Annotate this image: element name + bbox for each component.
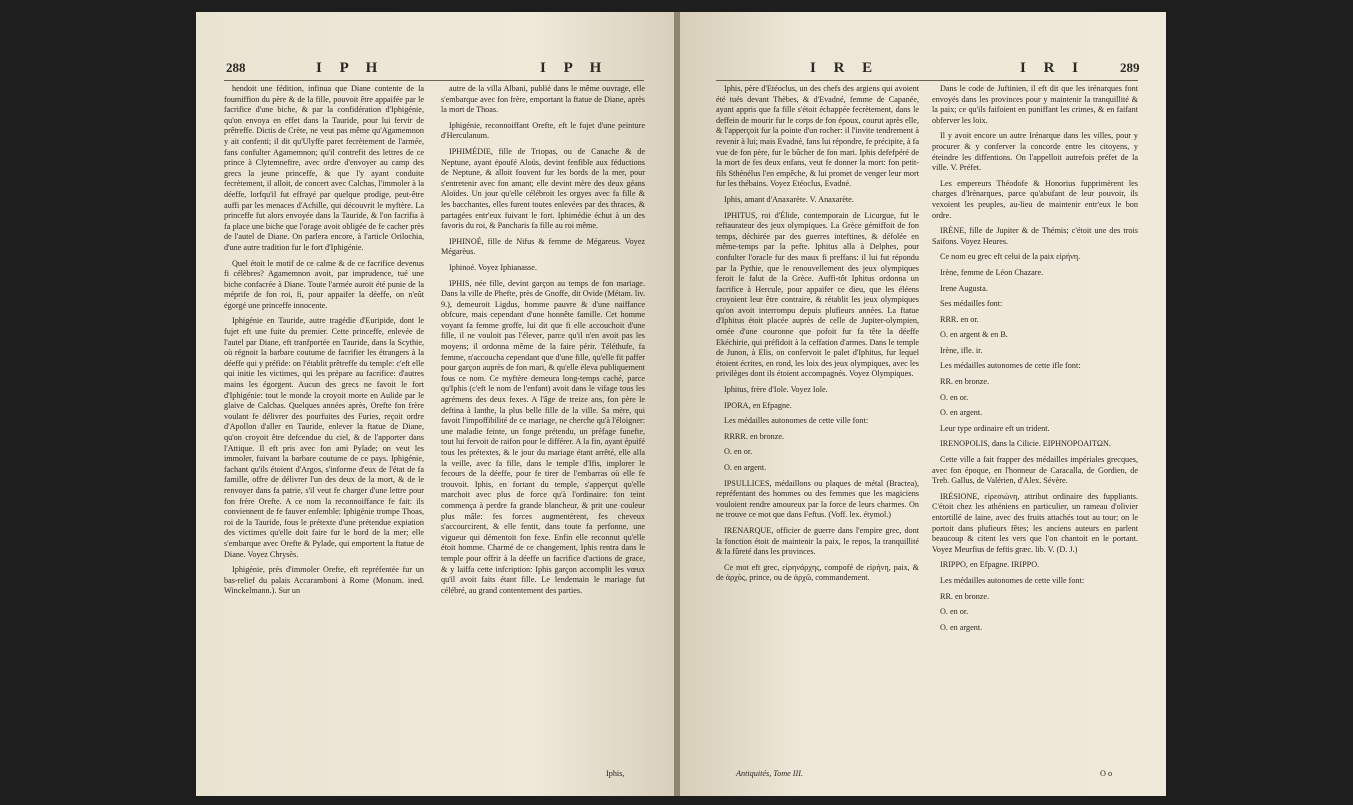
paragraph: Ce nom eu grec eft celui de la paix εἰρήνη. <box>940 252 1081 262</box>
paragraph: Les empereurs Théodofe & Honorius fupprimèrent les charges d'Irénarques, parce qu'abufant de leur pouvoir, ils vexoient les peuples, au-lieu de maintenir entr'eux le bon ordre. <box>932 178 1138 220</box>
paragraph: RRR. en or. <box>940 314 979 324</box>
paragraph: IPHIMÉDIE, fille de Triopas, ou de Canache & de Neptune, ayant époufé Aloüs, devint fenfible aux féductions de Neptune, & alloit fouvent fur les bords de la mer, pour s'entretenir avec fon amant; elle devint mère des deux géans Aloïdes. Un jour qu'elle célébroit les orgyes avec fa fille & les bacchantes, elles furent toutes enlevées par des thraces, & partagées entr'eux fuivant le fort. Iphimédie échut à un des favoris du roi, & Pancharis fa fille au roi même. <box>441 146 645 231</box>
page-number-right: 289 <box>1120 60 1140 75</box>
paragraph: IPHITUS, roi d'Élide, contemporain de Licurgue, fut le reftaurateur des jeux olympiques. La Grèce gémiffoit de fon temps, déchirée par des guerres inteftines, & défolée en même-temps par la pefte. Iphitus alla à Delphes, pour confulter l'oracle fur des maux fi preffans: il lui fut répondu par la Pythie, que le renouvellement des jeux olympiques feroit le falut de la Grèce. Auffi-tôt Iphitus ordonna un facrifice à Hercule, pour appaifer ce dieu, que les éléens croyoient leur être contraire, & rétablit les jeux olympiques qu'on avoit interrompu depuis plufieurs années. La ftatue d'Iphitus étoit placée auprès de celle de Jupiter-olympien, ornée d'une couronne que pofoit fur fa tête la déeffe Ekéchirie, qui préfidoit à la ceffation d'armes. Dans le temple de Junon, à Elis, on confervoit le palet d'Iphitus, fur lequel étoient écrites, en rond, les loix des jeux olympiques, avec les privilèges dont ils étoient accompagnés. Voyez Olympiques. <box>716 210 919 379</box>
paragraph: Quel étoit le motif de ce calme & de ce facrifice devenus fi célèbres? Agamemnon avoit, par imprudence, tué une biche confacrée à Diane. Toute l'armée auroit été punie de la méprife de fon roi, fi, pour appaifer la déeffe, on n'eût égorgé une princeffe innocente. <box>224 258 424 310</box>
right-page <box>680 12 1166 796</box>
paragraph: Iphitus, frère d'Iole. Voyez Iole. <box>724 385 828 395</box>
paragraph: Les médailles autonomes de cette ifle font: <box>940 361 1081 371</box>
paragraph: Cette ville a fait frapper des médailles impériales grecques, avec fon époque, en l'honneur de Caracalla, de Gordien, de Treb. Gallus, de Valérien, d'Alex. Sévère. <box>932 455 1138 486</box>
volume-footer: Antiquités, Tome III. <box>736 769 804 778</box>
paragraph: Leur type ordinaire eft un trident. <box>940 423 1050 433</box>
paragraph: Iphigénie, reconnoiffant Orefte, eft le fujet d'une peinture d'Herculanum. <box>441 120 645 141</box>
paragraph: Irène, ifle. ir. <box>940 345 983 355</box>
paragraph: IRENARQUE, officier de guerre dans l'empire grec, dont la fonction étoit de maintenir la paix, le repos, la tranquillité & la fûreté dans les provinces. <box>716 525 919 557</box>
paragraph: Iphis, amant d'Anaxarète. V. Anaxarète. <box>724 194 854 204</box>
paragraph: Ses médailles font: <box>940 299 1003 309</box>
paragraph: Irene Augusta. <box>940 283 988 293</box>
paragraph: Dans le code de Juftinien, il eft dit que les irénarques font envoyés dans les provinces pour y maintenir la tranquillité & la paix; ce qu'ils faifoient en puniffant les crimes, & en faifant obferver les loix. <box>932 84 1138 125</box>
paragraph: O. en argent & en B. <box>940 330 1008 340</box>
paragraph: Iphinoé. Voyez Iphianasse. <box>449 262 537 272</box>
left-column-2 <box>441 84 645 601</box>
paragraph: Iphis, père d'Etéoclus, un des chefs des argiens qui avoient été tués devant Thèbes, & d'Evadné, femme de Capanée, ayant appris que fa fille s'étoit échappée fecrètement, dans le deffein de mourir fur le corps de fon époux, courut après elle, & l'apperçoit fur la pointe d'un rocher: il l'invite tendrement à revenir à lui; mais Evadné, fans lui répondre, fe précipite, à fa vue de fon père, fur le bûcher de fon mari. Iphis defefpéré de la mort de fes deux enfans, veut fe donner la mort: fon petit-fils Sthénélus l'en empêche, & lui promet de venger leur mort fur les thébains. Voyez Etéoclus, Evadné. <box>716 84 919 189</box>
paragraph: O. en or. <box>940 392 969 402</box>
page-number-left: 288 <box>226 60 246 75</box>
paragraph: RRRR. en bronze. <box>724 431 785 441</box>
paragraph: O. en argent. <box>940 408 983 418</box>
paragraph: hendoit une fédition, infinua que Diane contente de la foumiffion du père & de la fille, pouvoit être appaifée par le facrifice d'une biche, & par la confidération d'Iphigénie, qu'on envoya en effet dans la Tauride, pour lui fervir de prêtreffe. Dictis de Crète, ne veut pas même qu'Agamemnon y ait confenti; il dit qu'Ulyffe paret fecrètement de l'armée, fans confulter Agamemnon; qu'il contrefit des lettres de ce prince à Clytemneftre, avec ordre d'envoyer au camp des grecs la jeune princeffe, & que l'y ayant conduite fecrètement, il alloit, de concert avec Calchas, l'immoler à la déeffe, lorfqu'il fut effrayé par quelque prodige, peut-être auffi par les menaces d'Achille, qui découvrit le myftère. La princeffe fut alors envoyée dans la Tauride, & l'on facrifia à fa place une biche que l'orage avoit obligée de fe cacher près de l'autel de Diane. On parlera encore, à l'article Orilochia, d'une autre tradition fur le fort d'Iphigénie. <box>224 84 424 252</box>
right-column-1 <box>716 84 919 589</box>
paragraph: Les médailles autonomes de cette ville font: <box>724 416 869 426</box>
header-rule-right <box>716 80 1138 81</box>
paragraph: autre de la villa Albani, publié dans le même ouvrage, elle s'embarque avec fon frère, emportant la ftatue de Diane, après la mort de Thoas. <box>441 84 645 115</box>
paragraph: O. en or. <box>724 447 753 457</box>
paragraph: RR. en bronze. <box>940 591 990 601</box>
right-column-2 <box>932 84 1138 638</box>
paragraph: Iphigénie, près d'immoler Orefte, eft repréfentée fur un bas-relief du palais Accaramboni à Rome (Monum. ined. Winckelmann.). Sur un <box>224 565 424 596</box>
paragraph: O. en argent. <box>940 622 983 632</box>
signature-mark: O o <box>1100 769 1113 778</box>
paragraph: O. en argent. <box>724 463 767 472</box>
left-page <box>196 12 674 796</box>
left-column-1 <box>224 84 424 602</box>
paragraph: Il y avoit encore un autre Irénarque dans les villes, pour y procurer & y conferver la concorde entre les citoyens, y éteindre les diffentions. On l'appelloit autrefois préfet de la ville. V. Préfet. <box>932 131 1138 173</box>
running-head-left-col1: I P H <box>316 60 385 76</box>
header-rule-left <box>224 80 644 81</box>
paragraph: IPHIS, née fille, devint garçon au temps de fon mariage. Dans la ville de Phefte, près de Gnoffe, dit Ovide (Métam. liv. 9.), demeuroit Ligdus, homme pauvre & d'une naiffance obfcure, mais cependant d'une honnête famille. Cet homme voyant fa femme groffe, lui dit que fi elle accouchoit d'une fille, il ne vouloit pas l'élever, parce qu'il n'en avoit pas les moyens; il ordonna même de la faire périr. Téléthufe, fa femme, n'accoucha cependant que d'une fille, qu'elle fit paffer pour garçon auprès de fon mari, & qu'elle éleva publiquement fous ce nom. Ce myftère demeura long-temps caché, parce qu'Iphis (c'eft le nom de l'enfant) avoit dans le vifage tous les agrémens des deux fexes. A l'âge de treize ans, fon père le deftina à Ianthe, la plus belle fille de la ville. Sa mère, qui favoit l'impoffibilité de ce mariage, ne cherche qu'à l'éloigner: une maladie feinte, un fonge prétendu, un préfage funefte, tout lui fervoit de raifon pour le différer. A la fin, ayant épuifé tous les prétextes, & le jour du mariage étant arrêté, elle alla la veille, avec fa fille, dans le temple d'Ifis, implorer le fecours de la déeffe, pour fe tirer de l'embarras où elle fe trouvoit. Iphis, en fortant du temple, s'apperçut qu'elle marchoit avec plus de force qu'à l'ordinaire: fon teint commença à perdre fa grande blancheur, & prit une couleur plus mâle: fes forces augmentèrent, fes cheveux s'accourcirent, & elle fentit, dans toute fa perfonne, une vigueur qui démentoit fon fexe. Enfin elle reconnut qu'elle étoit homme. Charmé de ce changement, Iphis rentra dans le temple pour offrir à la déeffe un facrifice d'actions de grace, & y laiffa cette infcription: Iphis garçon accomplit les vœux qu'il avoit faits étant fille. Le lendemain le mariage fut célébré, au grand contentement des parties. <box>441 278 645 595</box>
paragraph: Les médailles autonomes de cette ville font: <box>940 575 1085 585</box>
paragraph: IPHINOÉ, fille de Nifus & femme de Mégareus. Voyez Mégarèus. <box>441 236 645 257</box>
running-head-right-col1: I R E <box>810 60 880 76</box>
paragraph: RR. en bronze. <box>940 377 990 387</box>
paragraph: Irène, femme de Léon Chazare. <box>940 267 1044 277</box>
paragraph: IRENOPOLIS, dans la Cilicie. EIPHNOPOAITΩN. <box>940 439 1111 449</box>
paragraph: IPORA, en Efpagne. <box>724 400 792 410</box>
paragraph: IRÈNE, fille de Jupiter & de Thémis; c'étoit une des trois Saifons. Voyez Heures. <box>932 226 1138 246</box>
paragraph: O. en or. <box>940 607 969 617</box>
paragraph: Ce mot eft grec, εἰρηνάρχης, compofé de εἰρήνη, paix, & de ἀρχὸς, prince, ou de ἀρχῶ, commandement. <box>716 562 919 583</box>
running-head-right-col2: I R I <box>1020 60 1086 76</box>
paragraph: IRÉSIONE, εἰρεσιώνη, attribut ordinaire des fuppliants. C'étoit chez les athéniens en particulier, un rameau d'olivier entortillé de laine, avec des fruits attachés tout au tour; on le portoit dans plufieurs fêtes; les anciens auteurs en parlent beaucoup & citent les vers que l'on chantoit en le portant. Voyez Meurfius de feftis græc. lib. V. (D. J.) <box>932 491 1138 554</box>
paragraph: IPSULLICES, médaillons ou plaques de métal (Bractea), repréfentant des hommes ou des femmes que les magiciens vouloient rendre amoureux par la force de leurs charmes. On ne trouve ce mot que dans Feftus. (Voff. lex. étymol.) <box>716 478 919 520</box>
paragraph: Iphigénie en Tauride, autre tragédie d'Euripide, dont le fujet eft une fuite du premier. Cette princeffe, enlevée de l'autel par Diane, eft tranfportée en Tauride, dans la Scythie, où régnoit la barbare coutume de facrifier les étrangers à la déeffe qui y préfide: on l'établit prêtreffe du temple: c'eft elle qui initie les victimes, qui les prépare au facrifice: d'autres mains les égorgent. Aucun des grecs ne favoit le fort d'Iphigénie: tout le monde la croyoit morte en Aulide par le glaive de Calchas. Quelques années après, Orefte fon frère voulant fe délivrer des pourfuites des Furies, reçoit ordre d'Apollon d'aller en Tauride, enlever la ftatue de Diane, qu'on croyoit être defcendue du ciel, & de l'apporter dans l'Attique. Il eft pris avec fon ami Pylade; on veut les immoler, fuivant la barbare coutume de ce pays. Iphigénie, fachant qu'ils étoient d'Argos, s'informe d'eux de l'état de fa famille, offre de délivrer l'un des deux de la mort, & de le renvoyer dans fa patrie, s'il veut fe charger d'une lettre pour fon frère Orefte. A ce nom la reconnoiffance fe fait: ils conviennent de fe fauver enfemble: Iphigénie trompe Thoas, roi de la Tauride, fous le prétexte d'une prétendue expiation des victimes qu'elle doit faire fur le bord de la mer; elle s'embarque avec Orefte & Pylade, qui emportent la ftatue de Diane. Voyez Chrysès. <box>224 316 424 559</box>
running-head-left-col2: I P H <box>540 60 609 76</box>
catchword: Iphis, <box>606 769 625 778</box>
paragraph: IRIPPO, en Efpagne. IRIPPO. <box>940 560 1040 570</box>
